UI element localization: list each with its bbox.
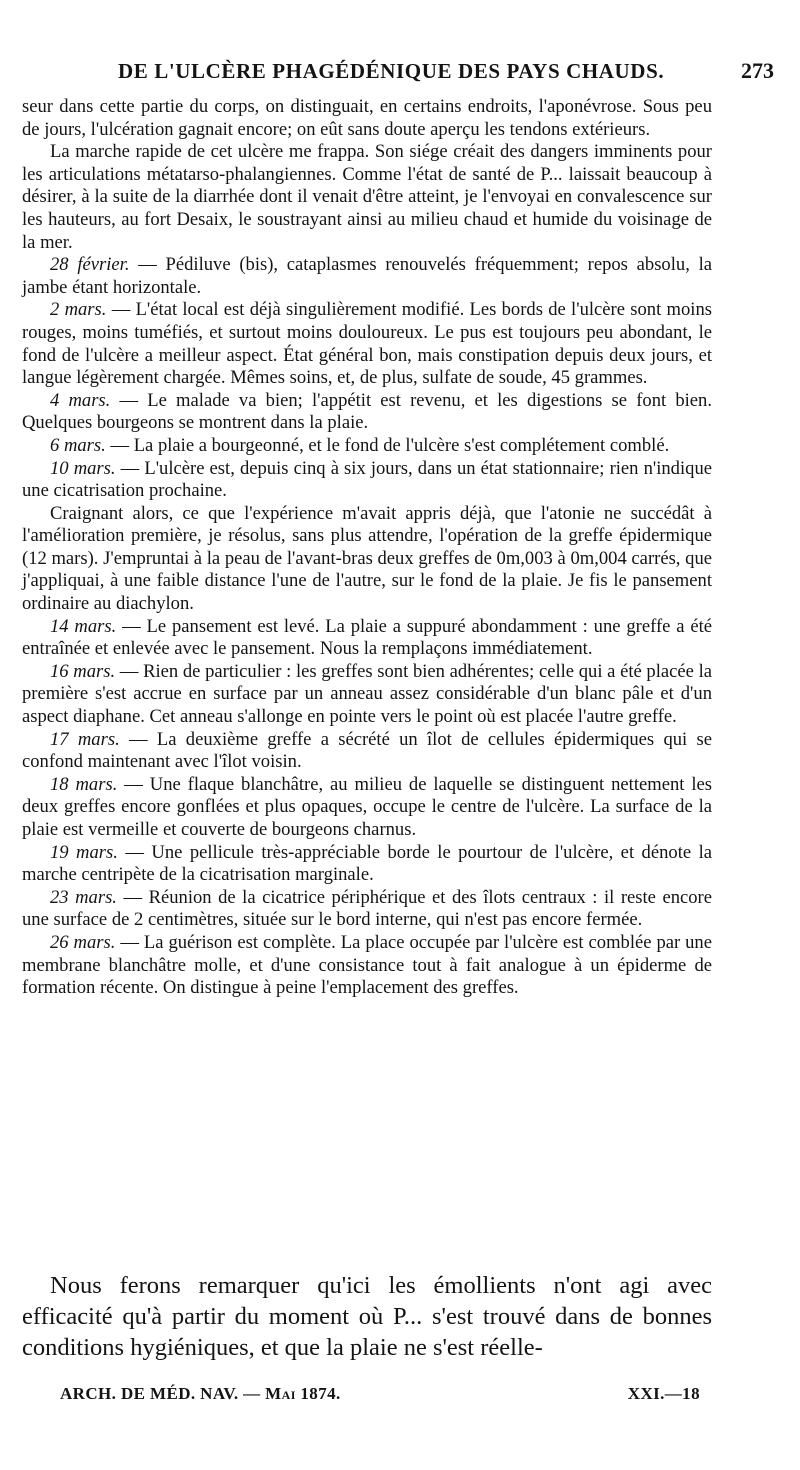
paragraph-text: — Pédiluve (bis), cataplasmes renouvelés fréquemment; repos absolu, la jambe étant horizontale. (22, 254, 712, 298)
paragraph (22, 458, 712, 503)
paragraph-date: 10 mars. (50, 457, 116, 479)
paragraph (22, 254, 712, 299)
paragraph-date: 16 mars. (50, 660, 116, 682)
paragraph (22, 435, 712, 458)
paragraph-text: — La guérison est complète. La place occupée par l'ulcère est comblée par une membrane blanchâtre molle, et d'une consistance tout à fait analogue à un épiderme de formation récente. On distingue à peine l'emplacement des greffes. (22, 931, 712, 999)
paragraph (22, 96, 712, 141)
paragraph-date: 14 mars. (50, 615, 117, 637)
paragraph (22, 661, 712, 729)
paragraph-text: — La plaie a bourgeonné, et le fond de l'ulcère s'est complétement comblé. (105, 434, 670, 456)
paragraph (22, 390, 712, 435)
paragraph-text: — Une flaque blanchâtre, au milieu de laquelle se distinguent nettement les deux greffes encore gonflées et plus opaques, occupe le centre de l'ulcère. La surface de la plaie est vermeille et couverte de bourgeons charnus. (22, 773, 712, 840)
paragraph (22, 842, 712, 887)
paragraph (22, 616, 712, 661)
paragraph (22, 932, 712, 1000)
paragraph (22, 299, 712, 389)
closing-paragraph: Nous ferons remarquer qu'ici les émollients n'ont agi avec efficacité qu'à partir du moment où P... s'est trouvé dans de bonnes conditions hygiéniques, et que la plaie ne s'est réelle- (22, 1272, 712, 1361)
body-text (22, 96, 712, 1000)
paragraph-text: — L'état local est déjà singulièrement modifié. Les bords de l'ulcère sont moins rouges, moins tuméfiés, et surtout moins douloureux. Le pus est toujours peu abondant, le fond de l'ulcère a meilleur aspect. État général bon, mais constipation depuis deux jours, et langue légèrement chargée. Mêmes soins, et, de plus, sulfate de soude, 45 grammes. (22, 299, 712, 389)
paragraph-date: 26 mars. (50, 931, 116, 953)
paragraph (22, 774, 712, 842)
paragraph-text: seur dans cette partie du corps, on distinguait, en certains endroits, l'aponévrose. Sous peu de jours, l'ulcération gagnait encore; on eût sans doute aperçu les tendons extérieurs. (22, 96, 712, 140)
paragraph-text: — Rien de particulier : les greffes sont bien adhérentes; celle qui a été placée la première s'est accrue en surface par un anneau assez considérable d'un blanc pâle et d'un aspect diaphane. Cet anneau s'allonge en pointe vers le point où est placée l'autre greffe. (22, 660, 712, 728)
paragraph-text: Craignant alors, ce que l'expérience m'avait appris déjà, que l'atonie ne succédât à l'amélioration première, je résolus, sans plus attendre, l'opération de la greffe épidermique (12 mars). J'empruntai à la peau de l'avant-bras deux greffes de 0m,003 à 0m,004 carrés, que j'appliquai, à une faible distance l'une de l'autre, sur le fond de la plaie. Je fis le pansement ordinaire au diachylon. (22, 502, 712, 615)
paragraph-text: — L'ulcère est, depuis cinq à six jours, dans un état stationnaire; rien n'indique une cicatrisation prochaine. (22, 457, 712, 502)
paragraph (22, 729, 712, 774)
paragraph-text: — Le malade va bien; l'appétit est revenu, et les digestions se font bien. Quelques bourgeons se montrent dans la plaie. (22, 389, 712, 434)
paragraph-text: — La deuxième greffe a sécrété un îlot de cellules épidermiques qui se confond maintenant avec l'îlot voisin. (22, 728, 712, 773)
paragraph-text: — Une pellicule très-appréciable borde le pourtour de l'ulcère, et dénote la marche centripète de la cicatrisation marginale. (22, 841, 712, 886)
running-title: DE L'ULCÈRE PHAGÉDÉNIQUE DES PAYS CHAUDS. (118, 59, 665, 83)
paragraph-text: La marche rapide de cet ulcère me frappa. Son siége créait des dangers imminents pour les articulations métatarso-phalangiennes. Comme l'état de santé de P... laissait beaucoup à désirer, à la suite de la diarrhée dont il venait d'être atteint, je l'envoyai en convalescence sur les hauteurs, au fort Desaix, le soustrayant ainsi au milieu chaud et humide du voisinage de la mer. (22, 141, 712, 253)
paragraph (22, 141, 712, 254)
paragraph-date: 23 mars. (50, 886, 117, 908)
paragraph (22, 503, 712, 616)
paragraph-date: 18 mars. (50, 773, 118, 795)
paragraph-text: — Le pansement est levé. La plaie a suppuré abondamment : une greffe a été entraînée et enlevée avec le pansement. Nous la remplaçons immédiatement. (22, 615, 712, 660)
paragraph-date: 19 mars. (50, 841, 118, 863)
paragraph-date: 28 février. (50, 254, 130, 276)
page-footer (60, 1384, 700, 1404)
closing-text (22, 1270, 712, 1363)
paragraph-text: — Réunion de la cicatrice périphérique et des îlots centraux : il reste encore une surface de 2 centimètres, située sur le bord interne, qui n'est pas encore fermée. (22, 886, 712, 931)
paragraph-date: 17 mars. (50, 728, 120, 750)
journal-citation: ARCH. DE MÉD. NAV. — Mai 1874. (60, 1384, 341, 1403)
paragraph-date: 2 mars. (50, 299, 107, 321)
page-header (88, 58, 774, 84)
paragraph-date: 4 mars. (50, 389, 111, 411)
page-number: 273 (741, 58, 774, 83)
paragraph (22, 887, 712, 932)
signature-mark: XXI.—18 (627, 1384, 700, 1403)
paragraph-date: 6 mars. (50, 434, 106, 456)
